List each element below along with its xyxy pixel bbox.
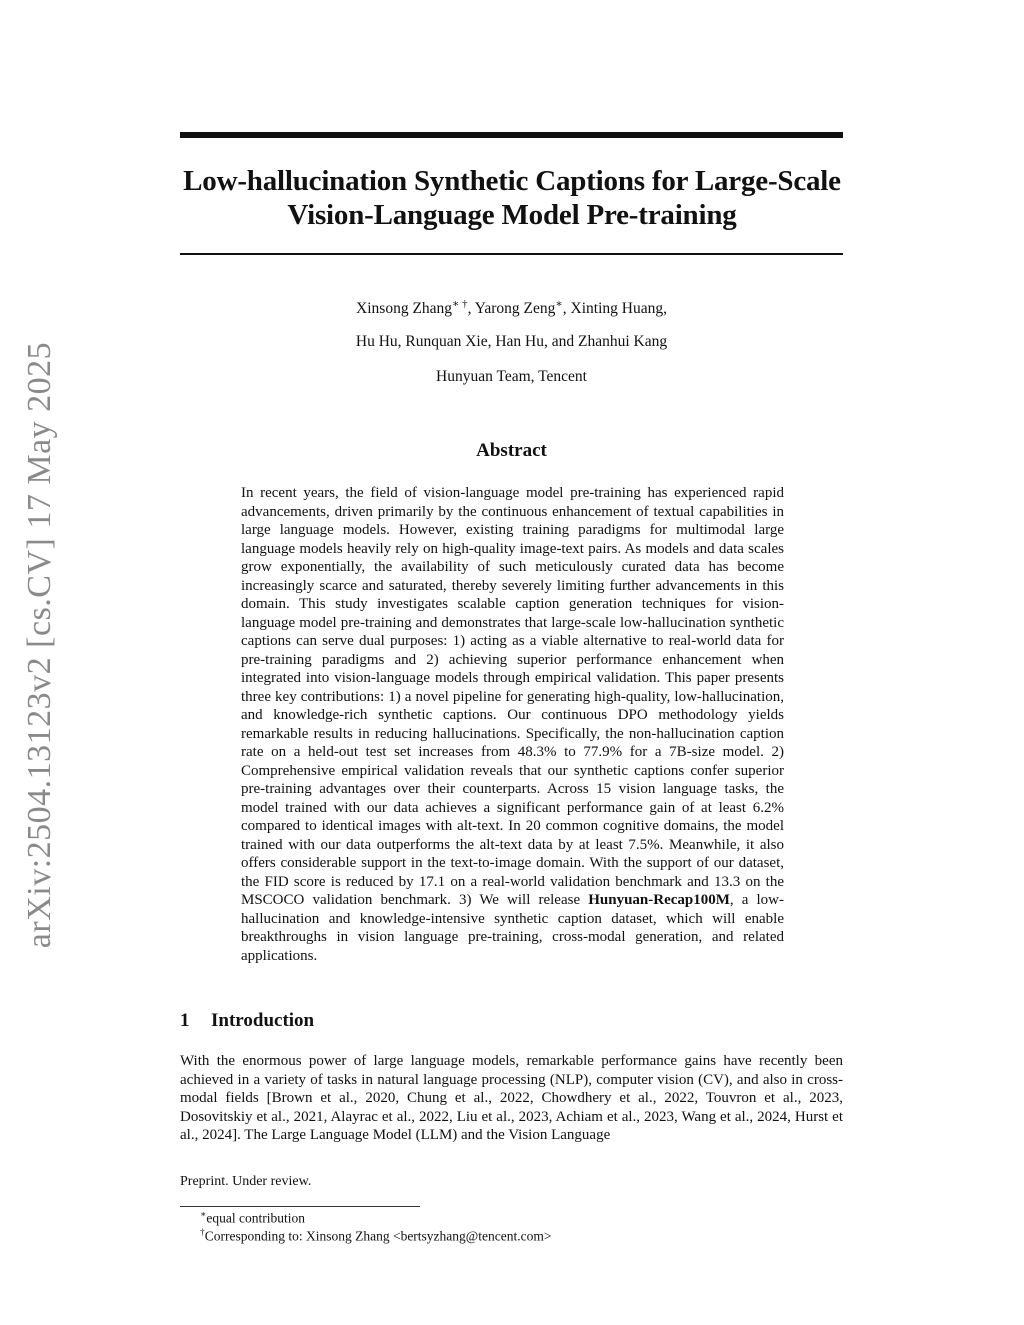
arxiv-identifier: arXiv:2504.13123v2 [cs.CV] 17 May 2025 [21,341,58,949]
abstract-text-2: , a low-hallucination and knowledge-intensive synthetic caption dataset, which will enable breakthroughs in vision language pre-training, cross-modal generation, and related applications. [241,892,785,964]
arxiv-sidebar [0,0,80,1325]
author-1-marks: ∗ † [452,298,468,310]
abstract-heading: Abstract [476,440,547,461]
footnote-2 [200,1228,551,1245]
abstract-body [241,484,784,965]
author-2-marks: ∗ [555,298,563,310]
author-1: Xinsong Zhang [356,300,453,318]
footnote-2-text: Corresponding to: Xinsong Zhang <bertsyzhang@tencent.com> [204,1228,552,1244]
author-list [180,297,843,318]
title-bottom-rule [180,253,843,255]
paper-title [150,164,874,232]
footnote-2-mark: † [200,1228,205,1238]
footnote-1 [200,1209,305,1227]
title-line-2: Vision-Language Model Pre-training [287,199,737,231]
affiliation: Hunyuan Team, Tencent [436,368,587,385]
footnote-1-text: equal contribution [206,1210,306,1226]
title-top-rule [180,132,843,138]
footnote-rule [180,1206,420,1207]
title-line-1: Low-hallucination Synthetic Captions for Large-Scale [183,165,841,197]
section-heading-introduction [180,1010,314,1032]
author-3: , Xinting Huang, [562,300,667,318]
section-title: Introduction [211,1010,315,1031]
footnote-1-mark: ∗ [200,1210,207,1220]
section-number: 1 [180,1010,190,1031]
introduction-paragraph: With the enormous power of large language models, remarkable performance gains have recently been achieved in a variety of tasks in natural language processing (NLP), computer vision (CV), and also in cross-modal fields [Brown et al., 2020, Chung et al., 2022, Chowdhery et al., 2022, Touvron et al., 2023, Dosovitskiy et al., 2021, Alayrac et al., 2022, Liu et al., 2023, Achiam et al., 2023, Wang et al., 2024, Hurst et al., 2024]. The Large Language Model (LLM) and the Vision Language [180,1053,843,1143]
author-list-line-2: Hu Hu, Runquan Xie, Han Hu, and Zhanhui Kang [355,333,668,350]
abstract-text-1: In recent years, the field of vision-language model pre-training has experienced rapid advancements, driven primarily by the continuous enhancement of textual capabilities in large language models. However, existing training paradigms for multimodal large language models heavily rely on high-quality image-text pairs. As models and data scales grow exponentially, the availability of such meticulously curated data has become increasingly scarce and saturated, thereby severely limiting further advancements in this domain. This study investigates scalable caption generation techniques for vision-language model pre-training and demonstrates that large-scale low-hallucination synthetic captions can serve dual purposes: 1) acting as a viable alternative to real-world data for pre-training paradigms and 2) achieving superior performance enhancement when integrated into vision-language models through empirical validation. This paper presents three key contributions: 1) a novel pipeline for generating high-quality, low-hallucination, and knowledge-rich synthetic captions. Our continuous DPO methodology yields remarkable results in reducing hallucinations. Specifically, the non-hallucination caption rate on a held-out test set increases from 48.3% to 77.9% for a 7B-size model. 2) Comprehensive empirical validation reveals that our synthetic captions confer superior pre-training advantages over their counterparts. Across 15 vision language tasks, the model trained with our data achieves a significant performance gain of at least 6.2% compared to identical images with alt-text. In 20 common cognitive domains, the model trained with our data outperforms the alt-text data by at least 7.5%. Meanwhile, it also offers considerable support in the text-to-image domain. With the support of our dataset, the FID score is reduced by 17.1 on a real-world validation benchmark and 13.3 on the MSCOCO validation benchmark. 3) We will release [241,485,784,908]
preprint-note: Preprint. Under review. [180,1174,312,1189]
dataset-name: Hunyuan-Recap100M [588,892,730,908]
author-2: , Yarong Zeng [467,300,556,318]
